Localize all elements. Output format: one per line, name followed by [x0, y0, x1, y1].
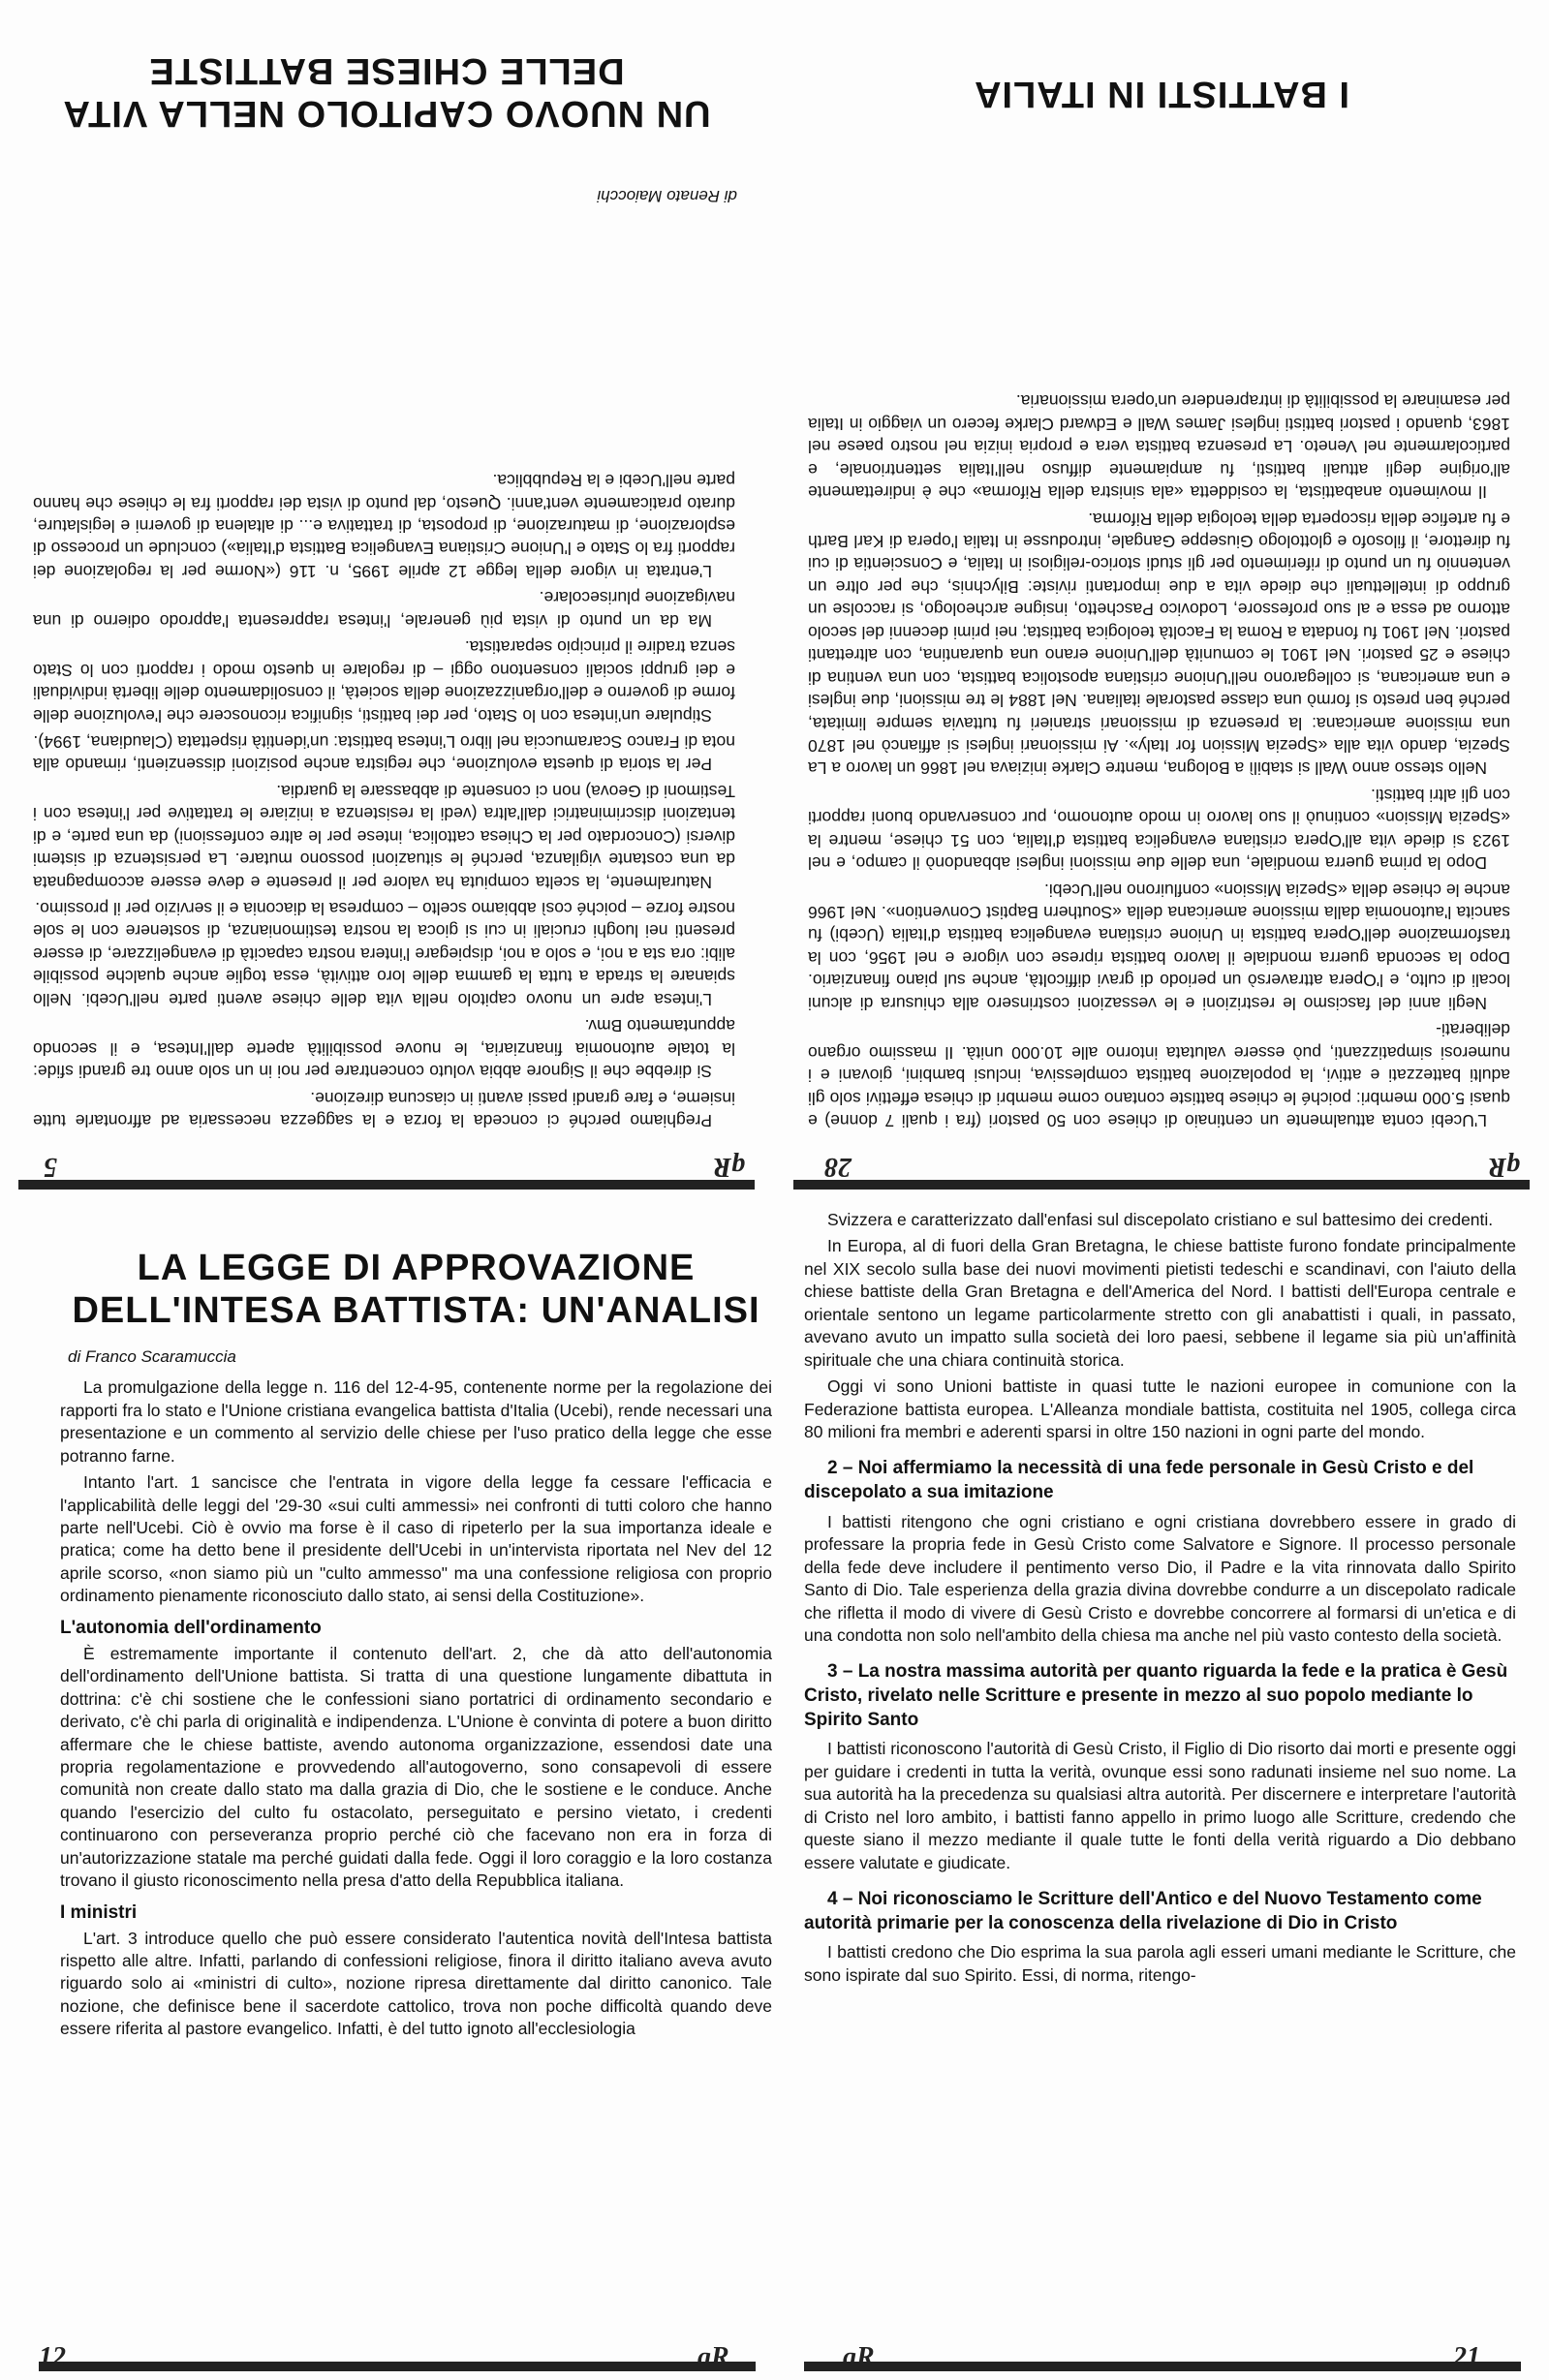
paragraph: Naturalmente, la scelta compiuta ha valore per il presente e deve essere accompagnata da una costante vigilanza, perché le situazioni possono mutare. La persistenza di sistemi diversi (Concordato per la Chiesa cattolica, intese per le altre confessioni) da una parte, e di tentazioni discriminatrici dall'altra (vedi la resistenza a iniziare le trattative per l'intesa con i Testimoni di Geova) non ci consente di abbassare la guardia. — [33, 781, 735, 892]
page-principi-battisti — [804, 1191, 1516, 2354]
paragraph: Stipulare un'intesa con lo Stato, per dei battisti, significa riconoscere che l'evoluzione delle forme di governo e dell'organizzazione della società, il consolidamento delle libertà individuali e dei gruppi sociali consentono oggi – di regolare in questo modo i rapporti con lo Stato senza tradire il principio separatista. — [33, 637, 735, 726]
page-battisti-in-italia — [793, 0, 1530, 1190]
section-heading: 2 – Noi affermiamo la necessità di una fede personale in Gesù Cristo e del discepolato a sua imitazione — [804, 1458, 1474, 1503]
section-heading: 3 – La nostra massima autorità per quanto riguarda la fede e la pratica è Gesù Cristo, rivelato nelle Scritture e presente in mezzo al suo popolo mediante lo Spirito Santo — [804, 1661, 1508, 1730]
paragraph: I battisti riconoscono l'autorità di Gesù Cristo, il Figlio di Dio risorto dai morti e presente oggi per guidare i credenti in tutta la verità, ovunque essi sono radunati insieme nel suo nome. La sua autorità ha la precedenza su qualsiasi altra autorità. Per discernere e interpretare l'autorità di Cristo nel loro ambito, i battisti fanno appello in primo luogo alle Scritture, credendo che queste siano il mezzo mediante il quale tutte le fonti della verità riguardo a Dio debbano essere valutate e giudicate. — [804, 1739, 1516, 1872]
page-mark: qR — [713, 1152, 745, 1182]
paragraph: Negli anni del fascismo le restrizioni e le vessazioni costrinsero alla chiusura di alcuni locali di culto, e l'Opera attraversò un periodo di gravi difficoltà, anche sul piano finanziario. Dopo la seconda guerra mondiale il lavoro battista riprese con vigore e nel 1956, con la trasformazione dell'Opera battista in Unione cristiana evangelica battista d'Italia (Ucebi) fu sancita l'autonomia dalla missione americana della «Southern Baptist Convention». Nel 1966 anche le chiese della «Spezia Mission» confluirono nell'Ucebi. — [808, 880, 1510, 1013]
article-title: UN NUOVO CAPITOLO NELLA VITA DELLE CHIESE BATTISTE — [62, 50, 711, 134]
paragraph: L'intesa apre un nuovo capitolo nella vita delle chiese aventi parte nell'Ucebi. Nello spianare la strada a tutta la gamma delle loro attività, essa toglie anche qualche possibile alibi: ora sta a noi, e solo a noi, dispiegare l'intera nostra capacità di evangelizzare, di essere presenti nei luoghi cruciali in cui si gioca la nostra testimonianza, di sostenere con le sole nostre forze – poiché così abbiamo scelto – compresa la diaconia e il servizio per il prossimo. — [33, 899, 735, 1009]
paragraph: I battisti ritengono che ogni cristiano e ogni cristiana dovrebbero essere in grado di professare la propria fede in Gesù Cristo come Salvatore e Signore. Il processo personale della fede deve includere il pentimento verso Dio, il Padre e la vita rinnovata dallo Spirito Santo di Dio. Tale esperienza della grazia divina dovrebbe condurre a un discepolato radicale che rifletta il modo di vivere di Gesù Cristo e dovrebbe concorrere al formarsi di un'etica e di una condotta non solo nell'ambito della chiesa ma anche nel più vasto contesto della società. — [804, 1511, 1516, 1645]
paragraph: Svizzera e caratterizzato dall'enfasi sul discepolato cristiano e sul battesimo dei credenti. — [827, 1210, 1494, 1229]
paragraph: L'entrata in vigore della legge 12 aprile 1995, n. 116 («Norme per la regolazione dei rapporti fra lo Stato e l'Unione Cristiana Evangelica Battista d'Italia») conclude un processo di esplorazione, di maturazione, di proposta, di trattativa e... di altalena di governi e legislature, durato praticamente vent'anni. Questo, dal punto di vista dei rapporti fra le chiese che hanno parte nell'Ucebi e la Repubblica. — [33, 471, 735, 581]
paragraph: Il movimento anabattista, la cosiddetta «ala sinistra della Riforma» che è indirettamente all'origine degli attuali battisti, fu ampiamente diffuso nell'Italia settentrionale, e particolarmente nel Veneto. La presenza battista vera e propria inizia nel nostro paese nel 1863, quando i pastori battisti inglesi James Wall e Edward Clarke fecero un viaggio in Italia per esaminare la possibilità di intraprendere un'opera missionaria. — [808, 391, 1510, 503]
page-mark: qR — [843, 2342, 875, 2372]
page-number: 28 — [824, 1152, 852, 1182]
byline: di Franco Scaramuccia — [68, 1347, 236, 1367]
article-title: LA LEGGE DI APPROVAZIONE DELL'INTESA BATTISTA: UN'ANALISI — [72, 1248, 760, 1331]
page-mark: qR — [697, 2342, 729, 2372]
paragraph: È estremamente importante il contenuto dell'art. 2, che dà atto dell'autonomia dell'ordinamento dell'Unione battista. Si tratta di una questione lungamente dibattuta in dottrina: c'è chi sostiene che le confessioni siano portatrici di ordinamento secondario e derivato, c'è chi parla di originalità e indipendenza. L'Unione è convinta di potere a buon diritto affermare che le chiese battiste, avendo autonoma organizzazione, essendosi date una propria regolamentazione e provvedendo all'autogoverno, sono consapevoli di essere comunità non create dallo stato ma dalla grazia di Dio, che le sostiene e le conduce. Anche quando l'esercizio del culto fu ostacolato, perseguitato e persino vietato, i credenti continuarono con perseveranza proprio perché ciò che facevano non era in forza di un'autorizzazione statale ma perché guidati dalla fede. Oggi il loro coraggio e la loro costanza trovano il giusto riconoscimento nella presa d'atto della Repubblica italiana. — [60, 1643, 772, 1891]
paragraph: Oggi vi sono Unioni battiste in quasi tutte le nazioni europee in comunione con la Federazione battista europea. L'Alleanza mondiale battista, costituita nel 1905, collega circa 80 milioni fra membri e aderenti sparsi in oltre 150 nazioni in ogni parte del mondo. — [804, 1376, 1516, 1441]
section-heading: 4 – Noi riconosciamo le Scritture dell'Antico e del Nuovo Testamento come autorità primarie per la conoscenza della rivelazione di Dio in Cristo — [804, 1889, 1482, 1933]
page-number: 12 — [39, 2342, 66, 2372]
paragraph: Ma da un punto di vista più generale, l'intesa rappresenta l'approdo odierno di una navigazione plurisecolare. — [33, 588, 735, 631]
page-mark: qR — [1488, 1152, 1520, 1182]
paragraph: Intanto l'art. 1 sancisce che l'entrata in vigore della legge fa cessare l'efficacia e l'applicabilità delle leggi del '29-30 «sui culti ammessi» nei confronti di tutti coloro che hanno parte nell'Ucebi. Ciò è ovvio ma forse è il caso di ripeterlo per la sua importanza ideale e pratica; come ha detto bene il presidente dell'Ucebi in un'intervista riportata nel Nev del 12 aprile scorso, «non siamo più un "culto ammesso" ma una confessione religiosa con proprio ordinamento pienamente riconosciuto dallo stato, ai sensi della Costituzione». — [60, 1472, 772, 1606]
paragraph: In Europa, al di fuori della Gran Bretagna, le chiese battiste furono fondate principalmente nel XIX secolo sulla base dei nuovi movimenti pietisti tedeschi e scandinavi, con l'aiuto della chiese battiste della Gran Bretagna e dell'America del Nord. I battisti dell'Europa centrale e orientale sentono un legame particolarmente stretto con gli anabattisti i quali, in passato, avevano avuto un impatto sulla società dei loro paesi, sebbene il legame sia più un'affinità spirituale che una chiara continuità storica. — [804, 1236, 1516, 1370]
paragraph: L'art. 3 introduce quello che può essere considerato l'autentica novità dell'Intesa battista rispetto alle altre. Infatti, parlando di confessioni religiose, finora il diritto italiano aveva avuto riguardo solo ai «ministri di culto», nozione ripresa direttamente dal diritto canonico. Tale nozione, che definisce bene il sacerdote cattolico, trova non poche difficoltà quando deve essere riferita al pastore evangelico. Infatti, è del tutto ignoto all'ecclesiologia — [60, 1928, 772, 2039]
paragraph: Si direbbe che il Signore abbia voluto concentrare per noi in un solo anno tre grandi sfide: la totale autonomia finanziaria, le nuove possibilità aperte dall'Intesa, e il secondo appuntamento Bmv. — [33, 1016, 735, 1082]
paragraph: Preghiamo perché ci conceda la forza e la saggezza necessaria ad affrontarle tutte insieme, e fare grandi passi avanti in ciascuna direzione. — [33, 1088, 735, 1130]
page-number: 5 — [44, 1152, 57, 1182]
byline: di Renato Maiocchi — [597, 187, 737, 205]
paragraph: L'Ucebi conta attualmente un centinaio di chiese con 50 pastori (fra i quali 7 donne) e quasi 5.000 membri: poiché le chiese battiste contano come membri di chiesa effettivi solo gli adulti battezzati e attivi, la popolazione battista complessiva, inclusi bambini, giovani e i numerosi simpatizzanti, può essere valutata intorno alle 10.000 unità. Il massimo organo deliberati- — [808, 1020, 1510, 1130]
footer-rule — [39, 2362, 756, 2371]
header-rule — [793, 1180, 1530, 1190]
footer-rule — [804, 2362, 1521, 2371]
section-heading: L'autonomia dell'ordinamento — [60, 1617, 322, 1638]
paragraph: Nello stesso anno Wall si stabilì a Bologna, mentre Clarke iniziava nel 1866 un lavoro a La Spezia, dando vita alla «Spezia Mission for Italy». Ai missionari inglesi si affiancò nel 1870 una missione americana: la presenza di missionari stranieri fu tuttavia sempre limitata, perché ben presto si formò una classe pastorale italiana. Nel 1884 le tre missioni, due inglesi e una americana, si collegarono nell'Unione cristiana apostolica battista, con una ventina di chiese e 25 pastori. Nel 1901 le comunità dell'Unione erano una quarantina, con altrettanti pastori. Nel 1901 fu fondata a Roma la Facoltà teologica battista; nei primi decenni del secolo attorno ad essa e al suo professore, Lodovico Paschetto, insigne archeologo, si raccolse un gruppo di intellettuali che diede vita a due importanti riviste: Bilychnis, che per oltre un ventennio fu un punto di riferimento per gli studi storico-religiosi in Italia, e Conscientia di cui fu direttore, il filosofo e glottologo Giuseppe Gangale, introdusse in Italia l'opera di Karl Barth e fu artefice della riscoperta della teologia della Riforma. — [808, 509, 1510, 779]
page-nuovo-capitolo — [18, 0, 755, 1190]
section-heading: I ministri — [60, 1901, 138, 1923]
page-number: 21 — [1453, 2342, 1480, 2372]
header-rule — [18, 1180, 755, 1190]
paragraph: La promulgazione della legge n. 116 del 12-4-95, contenente norme per la regolazione dei rapporti fra lo stato e l'Unione cristiana evangelica battista d'Italia (Ucebi), rende necessari una presentazione e un commento al servizio delle chiese per l'uso pratico della legge che esse potranno farne. — [60, 1377, 772, 1466]
paragraph: I battisti credono che Dio esprima la sua parola agli esseri umani mediante le Scritture, che sono ispirate dal suo Spirito. Essi, di norma, ritengo- — [804, 1942, 1516, 1985]
paragraph: Dopo la prima guerra mondiale, una delle due missioni inglesi abbandonò il campo, e nel 1923 si diede vita all'Opera cristiana evangelica battista d'Italia, con 51 chiese, mentre la «Spezia Mission» continuò il suo lavoro in modo autonomo, pur conservando buoni rapporti con gli altri battisti. — [808, 785, 1510, 874]
page-legge-approvazione — [60, 1191, 772, 2354]
article-title: I BATTISTI IN ITALIA — [974, 74, 1349, 114]
paragraph: Per la storia di questa evoluzione, che registra anche posizioni dissenzienti, rimando alla nota di Franco Scaramuccia nel libro L'intesa battista: un'identità rispettata (Claudiana, 1994). — [33, 732, 735, 775]
